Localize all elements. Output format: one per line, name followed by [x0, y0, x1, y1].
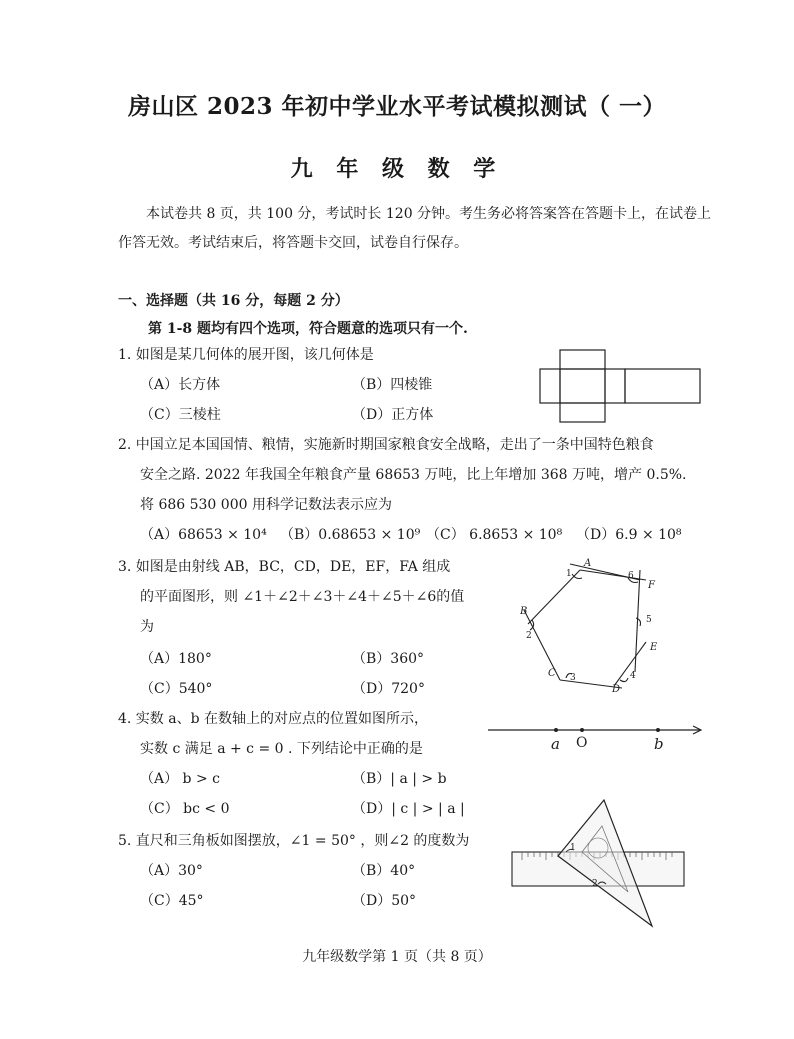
page-footer: 九年级数学第 1 页（共 8 页） [302, 949, 492, 965]
number-line-label-a: a [551, 735, 560, 753]
q3-option-b: （B）360° [352, 651, 425, 667]
hexagon-label-C: C [548, 668, 556, 679]
page-subtitle: 九 年 级 数 学 [290, 156, 504, 182]
question-4-stem-line2: 实数 c 满足 a + c = 0 . 下列结论中正确的是 [140, 741, 423, 757]
ruler-triangle-figure [512, 796, 688, 928]
section-instruction: 第 1-8 题均有四个选项，符合题意的选项只有一个. [148, 321, 468, 337]
hexagon-label-F: F [648, 580, 655, 591]
q4-option-c: （C） bc < 0 [140, 801, 230, 817]
hexagon-label-B: B [520, 606, 528, 617]
question-2-stem-line1: 2. 中国立足本国国情、粮情，实施新时期国家粮食安全战略，走出了一条中国特色粮食 [118, 437, 654, 453]
ruler-angle-2: 2 [592, 879, 598, 889]
q5-option-a: （A）30° [140, 863, 203, 879]
question-1-stem: 1. 如图是某几何体的展开图，该几何体是 [118, 347, 374, 363]
hexagon-angle-5: 5 [646, 615, 652, 625]
question-5-stem: 5. 直尺和三角板如图摆放，∠1 = 50° ，则∠2 的度数为 [118, 833, 470, 849]
q2-option-d: （D）6.9 × 10⁸ [576, 527, 682, 543]
hexagon-label-A: A [584, 558, 592, 569]
question-3-stem-line1: 3. 如图是由射线 AB，BC，CD，DE，EF，FA 组成 [118, 559, 451, 575]
hexagon-angle-4: 4 [630, 671, 636, 681]
exam-instructions: 本试卷共 8 页，共 100 分，考试时长 120 分钟。考生务必将答案答在答题卡上，在试卷上作答无效。考试结束后，将答题卡交回，试卷自行保存。 [118, 206, 712, 251]
page-title: 房山区 2023 年初中学业水平考试模拟测试（ 一） [127, 93, 667, 120]
hexagon-angle-1: 1 [566, 569, 572, 579]
question-3-stem-line2: 的平面图形，则 ∠1＋∠2＋∠3＋∠4＋∠5＋∠6的值 [140, 589, 465, 605]
question-4-stem-line1: 4. 实数 a、b 在数轴上的对应点的位置如图所示， [118, 711, 429, 727]
q2-option-c: （C） 6.8653 × 10⁸ [426, 527, 563, 543]
q1-option-a: （A）长方体 [140, 377, 221, 393]
q1-option-d: （D）正方体 [352, 407, 434, 423]
hexagon-label-D: D [612, 684, 621, 695]
question-3-stem-line3: 为 [140, 619, 154, 635]
q4-option-d: （D）| c | > | a | [352, 801, 465, 817]
ruler-angle-1: 1 [570, 843, 576, 853]
q2-option-b: （B）0.68653 × 10⁹ [280, 527, 421, 543]
q3-option-a: （A）180° [140, 651, 212, 667]
q2-option-a: （A）68653 × 10⁴ [140, 527, 267, 543]
q1-option-b: （B）四棱锥 [352, 377, 433, 393]
hexagon-rays-figure [510, 552, 690, 698]
q5-option-d: （D）50° [352, 893, 417, 909]
q4-option-b: （B）| a | > b [352, 771, 447, 787]
q5-option-b: （B）40° [352, 863, 416, 879]
number-line-figure [488, 722, 704, 756]
hexagon-angle-2: 2 [526, 631, 532, 641]
question-2-stem-line3: 将 686 530 000 用科学记数法表示应为 [140, 497, 392, 513]
number-line-label-b: b [654, 735, 664, 753]
q1-option-c: （C）三棱柱 [140, 407, 221, 423]
q4-option-a: （A） b > c [140, 771, 220, 787]
question-2-stem-line2: 安全之路. 2022 年我国全年粮食产量 68653 万吨，比上年增加 368 万吨，增产 0.5%. [140, 467, 687, 483]
number-line-label-origin: O [576, 735, 588, 751]
section-heading: 一、选择题（共 16 分，每题 2 分） [118, 293, 349, 309]
cuboid-net-figure [540, 350, 700, 422]
hexagon-angle-6: 6 [628, 571, 634, 581]
q5-option-c: （C）45° [140, 893, 204, 909]
q3-option-d: （D）720° [352, 681, 425, 697]
hexagon-label-E: E [650, 642, 658, 653]
hexagon-angle-3: 3 [570, 673, 576, 683]
q3-option-c: （C）540° [140, 681, 213, 697]
